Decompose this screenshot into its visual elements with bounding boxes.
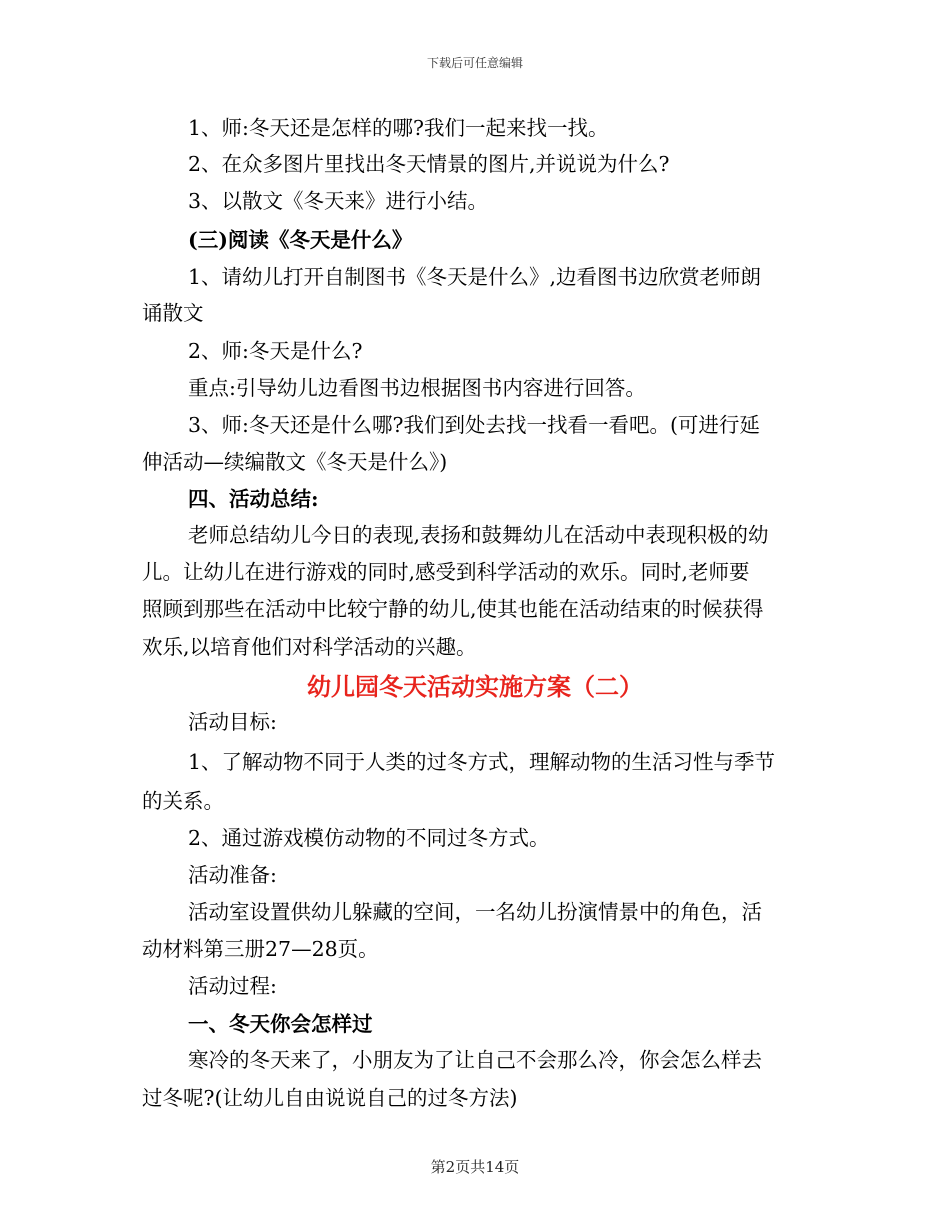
paragraph-line: 2、通过游戏模仿动物的不同过冬方式。 — [188, 826, 550, 850]
paragraph-line: 儿。让幼儿在进行游戏的同时,感受到科学活动的欢乐。同时,老师要 — [142, 560, 750, 584]
paragraph-line: 老师总结幼儿今日的表现,表扬和鼓舞幼儿在活动中表现积极的幼 — [188, 523, 769, 547]
paragraph-line: 1、请幼儿打开自制图书《冬天是什么》,边看图书边欣赏老师朗 — [188, 265, 762, 289]
subheading: 一、冬天你会怎样过 — [188, 1012, 373, 1036]
page-header: 下载后可任意编辑 — [426, 56, 523, 70]
paragraph-line: 活动准备: — [188, 863, 277, 887]
paragraph-line: 欢乐,以培育他们对科学活动的兴趣。 — [142, 635, 477, 659]
paragraph-line: 3、以散文《冬天来》进行小结。 — [188, 189, 489, 213]
paragraph-line: 1、了解动物不同于人类的过冬方式，理解动物的生活习性与季节 — [188, 750, 776, 774]
paragraph-line: 过冬呢?(让幼儿自由说说自己的过冬方法) — [142, 1086, 518, 1110]
paragraph-line: 活动过程: — [188, 974, 277, 998]
paragraph-line: 重点:引导幼儿边看图书边根据图书内容进行回答。 — [188, 376, 646, 400]
paragraph-line: 伸活动—续编散文《冬天是什么》) — [142, 450, 448, 474]
paragraph-line: 诵散文 — [142, 301, 204, 325]
paragraph-line: 2、在众多图片里找出冬天情景的图片,并说说为什么? — [188, 152, 670, 176]
paragraph-line: 照顾到那些在活动中比较宁静的幼儿,使其也能在活动结束的时候获得 — [142, 597, 764, 621]
paragraph-line: 活动室设置供幼儿躲藏的空间，一名幼儿扮演情景中的角色，活 — [188, 900, 762, 924]
paragraph-line: 寒冷的冬天来了，小朋友为了让自己不会那么冷，你会怎么样去 — [188, 1048, 762, 1072]
subheading: (三)阅读《冬天是什么》 — [188, 228, 413, 252]
paragraph-line: 1、师:冬天还是怎样的哪?我们一起来找一找。 — [188, 116, 609, 140]
section-title: 幼儿园冬天活动实施方案（二） — [307, 673, 643, 701]
paragraph-line: 的关系。 — [142, 789, 224, 813]
paragraph-line: 活动目标: — [188, 710, 277, 734]
paragraph-line: 2、师:冬天是什么? — [188, 339, 363, 363]
paragraph-line: 3、师:冬天还是什么哪?我们到处去找一找看一看吧。(可进行延 — [188, 413, 760, 437]
page-footer: 第2页共14页 — [430, 1158, 520, 1176]
paragraph-line: 动材料第三册27—28页。 — [142, 937, 379, 961]
subheading: 四、活动总结: — [188, 487, 319, 511]
